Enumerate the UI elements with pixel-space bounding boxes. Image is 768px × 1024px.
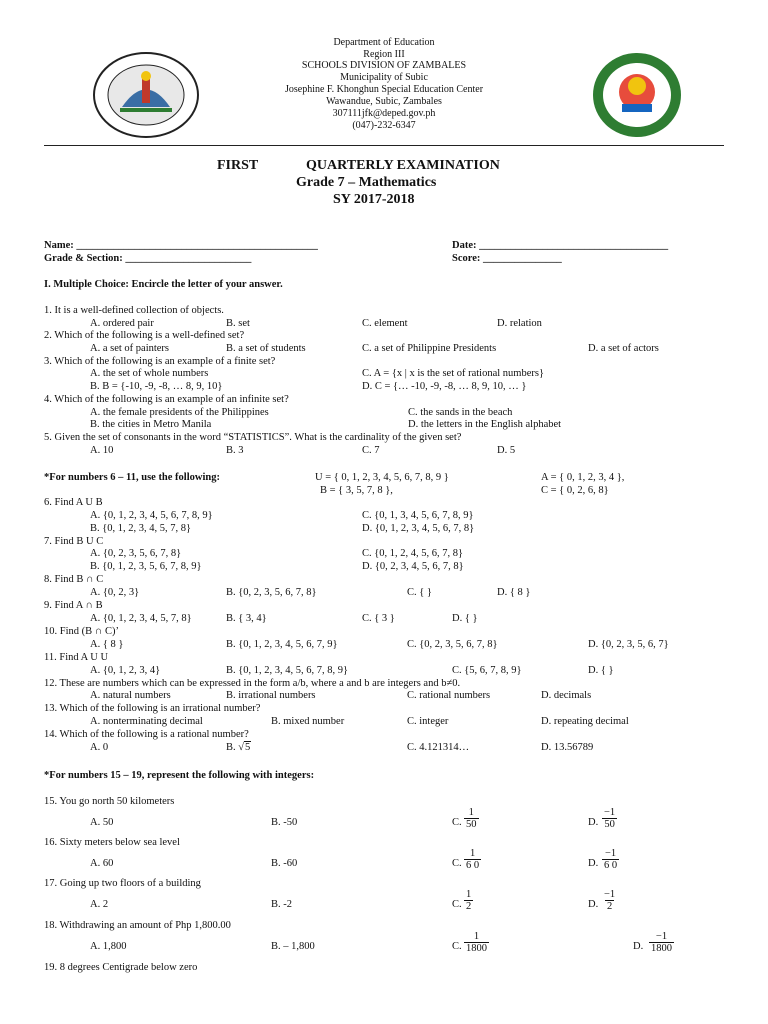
option-d: D. C = {… -10, -9, -8, … 8, 9, 10, … } <box>362 381 527 392</box>
school-phone: (047)-232-6347 <box>352 120 416 131</box>
option-c: C. {0, 1, 2, 4, 5, 6, 7, 8} <box>362 548 464 559</box>
option-c-label: C. <box>452 941 462 952</box>
option-d: D. decimals <box>541 690 592 701</box>
option-d: D. {0, 1, 2, 3, 4, 5, 6, 7, 8} <box>362 523 475 534</box>
option-c: C. {0, 2, 3, 5, 6, 7, 8} <box>407 639 498 650</box>
numerator: −1 <box>604 807 616 818</box>
option-d-label: D. <box>588 858 599 869</box>
option-b: B. -2 <box>271 899 292 910</box>
question-9: 9. Find A ∩ B <box>44 600 103 611</box>
school-address: Wawandue, Subic, Zambales <box>326 96 442 107</box>
option-a: A. 2 <box>90 899 109 910</box>
title-sy: SY 2017-2018 <box>333 192 415 207</box>
option-b: B. mixed number <box>271 716 345 727</box>
question-6: 6. Find A U B <box>44 497 103 508</box>
option-a: A. {0, 1, 2, 3, 4, 5, 6, 7, 8, 9} <box>90 510 213 521</box>
option-b: B. -50 <box>271 817 298 828</box>
option-b-label: B. <box>226 742 236 753</box>
name-field: Name: ______________________________________________ <box>44 240 318 251</box>
option-d: D. repeating decimal <box>541 716 629 727</box>
question-15: 15. You go north 50 kilometers <box>44 796 175 807</box>
option-a: A. 10 <box>90 445 114 456</box>
sqrt-icon: √5 <box>238 742 251 753</box>
denominator: 6 0 <box>604 860 618 871</box>
municipality: Municipality of Subic <box>340 72 428 83</box>
grade-section-field: Grade & Section: ________________________ <box>44 253 252 264</box>
option-b: B. the cities in Metro Manila <box>90 419 212 430</box>
option-b: B. {0, 1, 2, 3, 4, 5, 6, 7, 9} <box>226 639 338 650</box>
option-d-fraction <box>602 807 617 830</box>
option-d-label: D. <box>588 817 599 828</box>
option-d-fraction <box>602 889 617 912</box>
denominator: 2 <box>606 901 613 912</box>
denominator: 2 <box>466 901 472 912</box>
option-d: D. { 8 } <box>497 587 531 598</box>
option-c-fraction <box>464 848 481 871</box>
option-a: A. {0, 2, 3, 5, 6, 7, 8} <box>90 548 182 559</box>
question-3: 3. Which of the following is an example of a finite set? <box>44 356 276 367</box>
option-c: C. { } <box>407 587 432 598</box>
option-d-fraction <box>649 931 674 954</box>
denominator: 1800 <box>651 943 672 954</box>
numerator: 1 <box>469 848 476 859</box>
option-a: A. a set of painters <box>90 343 170 354</box>
option-b <box>226 742 251 753</box>
set-c: C = { 0, 2, 6, 8} <box>541 485 609 496</box>
title-grade: Grade 7 – Mathematics <box>296 175 437 190</box>
option-d-label: D. <box>633 941 644 952</box>
question-8: 8. Find B ∩ C <box>44 574 104 585</box>
question-13: 13. Which of the following is an irrational number? <box>44 703 261 714</box>
option-c: C. {0, 1, 3, 4, 5, 6, 7, 8, 9} <box>362 510 474 521</box>
option-b: B. – 1,800 <box>271 941 315 952</box>
option-b: B. {0, 2, 3, 5, 6, 7, 8} <box>226 587 317 598</box>
question-18: 18. Withdrawing an amount of Php 1,800.00 <box>44 920 231 931</box>
question-1: 1. It is a well-defined collection of objects. <box>44 305 224 316</box>
option-b: B. {0, 1, 2, 3, 5, 6, 7, 8, 9} <box>90 561 202 572</box>
school-name: Josephine F. Khonghun Special Education Center <box>284 84 484 95</box>
option-a: A. 60 <box>90 858 114 869</box>
date-field: Date: ____________________________________ <box>452 240 669 251</box>
section-instructions: I. Multiple Choice: Encircle the letter of your answer. <box>44 279 283 290</box>
header-divider <box>44 145 724 146</box>
option-b: B. {0, 1, 2, 3, 4, 5, 7, 8} <box>90 523 192 534</box>
option-b: B. 3 <box>226 445 244 456</box>
set-u: U = { 0, 1, 2, 3, 4, 5, 6, 7, 8, 9 } <box>315 472 449 483</box>
option-b: B. { 3, 4} <box>226 613 267 624</box>
option-b: B. -60 <box>271 858 298 869</box>
option-a: A. 1,800 <box>90 941 127 952</box>
option-c: C. rational numbers <box>407 690 491 701</box>
option-c: C. 7 <box>362 445 380 456</box>
option-a: A. 50 <box>90 817 114 828</box>
question-19: 19. 8 degrees Centigrade below zero <box>44 962 198 973</box>
denominator: 50 <box>466 819 477 830</box>
question-14: 14. Which of the following is a rational number? <box>44 729 249 740</box>
numerator: −1 <box>655 931 668 942</box>
option-d: D. relation <box>497 318 542 329</box>
integers-instructions: *For numbers 15 – 19, represent the following with integers: <box>44 770 315 781</box>
option-a: A. 0 <box>90 742 109 753</box>
option-d: D. {0, 2, 3, 4, 5, 6, 7, 8} <box>362 561 464 572</box>
option-c: C. the sands in the beach <box>408 407 513 418</box>
option-a: A. nonterminating decimal <box>90 716 203 727</box>
question-17: 17. Going up two floors of a building <box>44 878 201 889</box>
option-c: C. {5, 6, 7, 8, 9} <box>452 665 522 676</box>
option-d: D. a set of actors <box>588 343 659 354</box>
option-d: D. { } <box>452 613 478 624</box>
score-field: Score: _______________ <box>452 253 562 264</box>
option-d: D. the letters in the English alphabet <box>408 419 562 430</box>
denominator: 6 0 <box>466 860 480 871</box>
numerator: −1 <box>604 848 617 859</box>
option-d: D. { } <box>588 665 614 676</box>
question-7: 7. Find B U C <box>44 536 104 547</box>
option-c-fraction <box>464 807 479 830</box>
sets-instructions: *For numbers 6 – 11, use the following: <box>44 472 220 483</box>
question-12: 12. These are numbers which can be expressed in the form a/b, where a and b are integers and b≠0. <box>44 678 461 689</box>
option-c-fraction <box>464 889 473 912</box>
dept-name: Department of Education <box>333 37 435 48</box>
option-a: A. natural numbers <box>90 690 171 701</box>
option-c: C. integer <box>407 716 449 727</box>
numerator: 1 <box>466 889 472 900</box>
option-d-label: D. <box>588 899 599 910</box>
option-b: B. set <box>226 318 250 329</box>
denominator: 50 <box>604 819 615 830</box>
option-a: A. ordered pair <box>90 318 154 329</box>
option-c-label: C. <box>452 817 462 828</box>
title-first: FIRST <box>217 158 259 173</box>
option-b: B. {0, 1, 2, 3, 4, 5, 6, 7, 8, 9} <box>226 665 349 676</box>
option-c-label: C. <box>452 899 462 910</box>
numerator: 1 <box>473 931 480 942</box>
option-a: A. the set of whole numbers <box>90 368 209 379</box>
question-4: 4. Which of the following is an example of an infinite set? <box>44 394 289 405</box>
question-16: 16. Sixty meters below sea level <box>44 837 180 848</box>
option-b: B. irrational numbers <box>226 690 316 701</box>
option-d: D. {0, 2, 3, 5, 6, 7} <box>588 639 669 650</box>
option-a: A. { 8 } <box>90 639 124 650</box>
option-c: C. A = {x | x is the set of rational numbers} <box>362 368 545 379</box>
region: Region III <box>363 49 405 60</box>
set-b: B = { 3, 5, 7, 8 }, <box>320 485 393 496</box>
numerator: 1 <box>468 807 474 818</box>
option-c: C. 4.121314… <box>407 742 470 753</box>
option-d-fraction <box>602 848 619 871</box>
title-exam: QUARTERLY EXAMINATION <box>306 158 500 173</box>
denominator: 1800 <box>466 943 487 954</box>
numerator: −1 <box>604 889 616 900</box>
option-c: C. a set of Philippine Presidents <box>362 343 497 354</box>
option-d: D. 13.56789 <box>541 742 594 753</box>
option-b: B. B = {-10, -9, -8, … 8, 9, 10} <box>90 381 223 392</box>
option-b: B. a set of students <box>226 343 306 354</box>
option-a: A. {0, 1, 2, 3, 4, 5, 7, 8} <box>90 613 192 624</box>
school-email: 307111jfk@deped.gov.ph <box>332 108 436 119</box>
option-c-label: C. <box>452 858 462 869</box>
radicand: 5 <box>245 742 251 753</box>
option-d: D. 5 <box>497 445 516 456</box>
option-c: C. element <box>362 318 408 329</box>
division: SCHOOLS DIVISION OF ZAMBALES <box>301 60 467 71</box>
option-c: C. { 3 } <box>362 613 395 624</box>
option-a: A. the female presidents of the Philippines <box>90 407 269 418</box>
option-a: A. {0, 1, 2, 3, 4} <box>90 665 161 676</box>
question-11: 11. Find A U U <box>44 652 109 663</box>
question-2: 2. Which of the following is a well-defined set? <box>44 330 245 341</box>
question-10: 10. Find (B ∩ C)’ <box>44 626 119 637</box>
question-5: 5. Given the set of consonants in the word “STATISTICS”. What is the cardinality of the given set? <box>44 432 462 443</box>
option-c-fraction <box>464 931 489 954</box>
set-a: A = { 0, 1, 2, 3, 4 }, <box>541 472 625 483</box>
option-a: A. {0, 2, 3} <box>90 587 140 598</box>
